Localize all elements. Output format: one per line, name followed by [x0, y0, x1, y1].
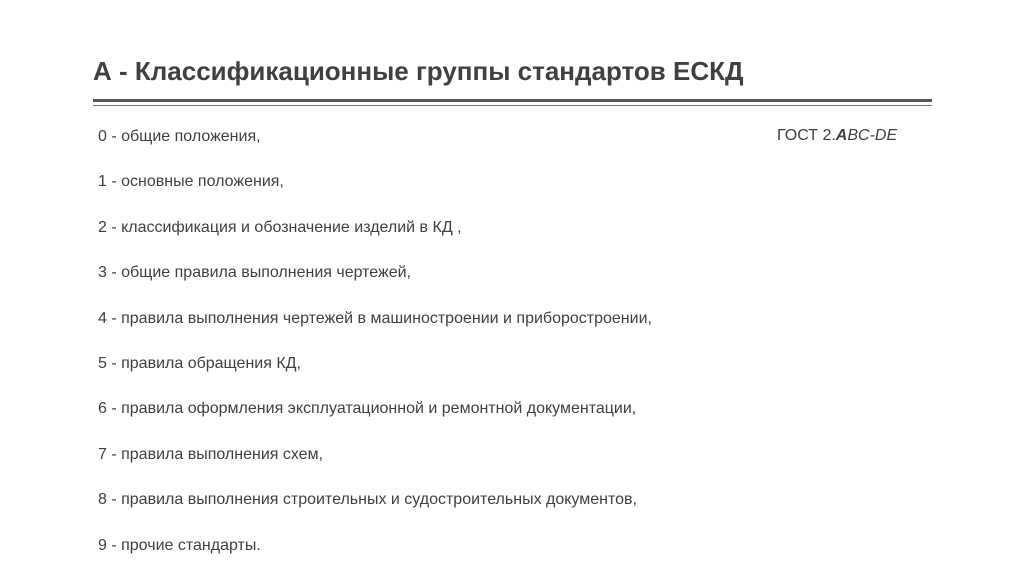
list-item: 7 - правила выполнения схем, [98, 445, 324, 463]
list-item: 9 - прочие стандарты. [98, 536, 261, 554]
list-item: 8 - правила выполнения строительных и судостроительных документов, [98, 491, 637, 509]
classification-group-list [98, 127, 652, 581]
list-item: 3 - общие правила выполнения чертежей, [98, 264, 411, 282]
list-item: 4 - правила выполнения чертежей в машиностроении и приборостроении, [98, 309, 652, 327]
title-divider-thin [93, 105, 932, 106]
gost-prefix: ГОСТ 2. [777, 127, 836, 144]
list-item: 2 - классификация и обозначение изделий в КД , [98, 218, 462, 236]
list-item: 0 - общие положения, [98, 128, 261, 145]
gost-code-label [777, 127, 897, 145]
slide-title: А - Классификационные группы стандартов ЕСКД [93, 56, 744, 86]
list-item: 6 - правила оформления эксплуатационной и ремонтной документации, [98, 400, 637, 418]
gost-code-rest: BC-DE [847, 127, 898, 144]
list-item: 1 - основные положения, [98, 173, 284, 191]
list-item: 5 - правила обращения КД, [98, 354, 301, 372]
title-divider-thick [93, 99, 932, 102]
gost-group-letter: А [835, 127, 848, 144]
